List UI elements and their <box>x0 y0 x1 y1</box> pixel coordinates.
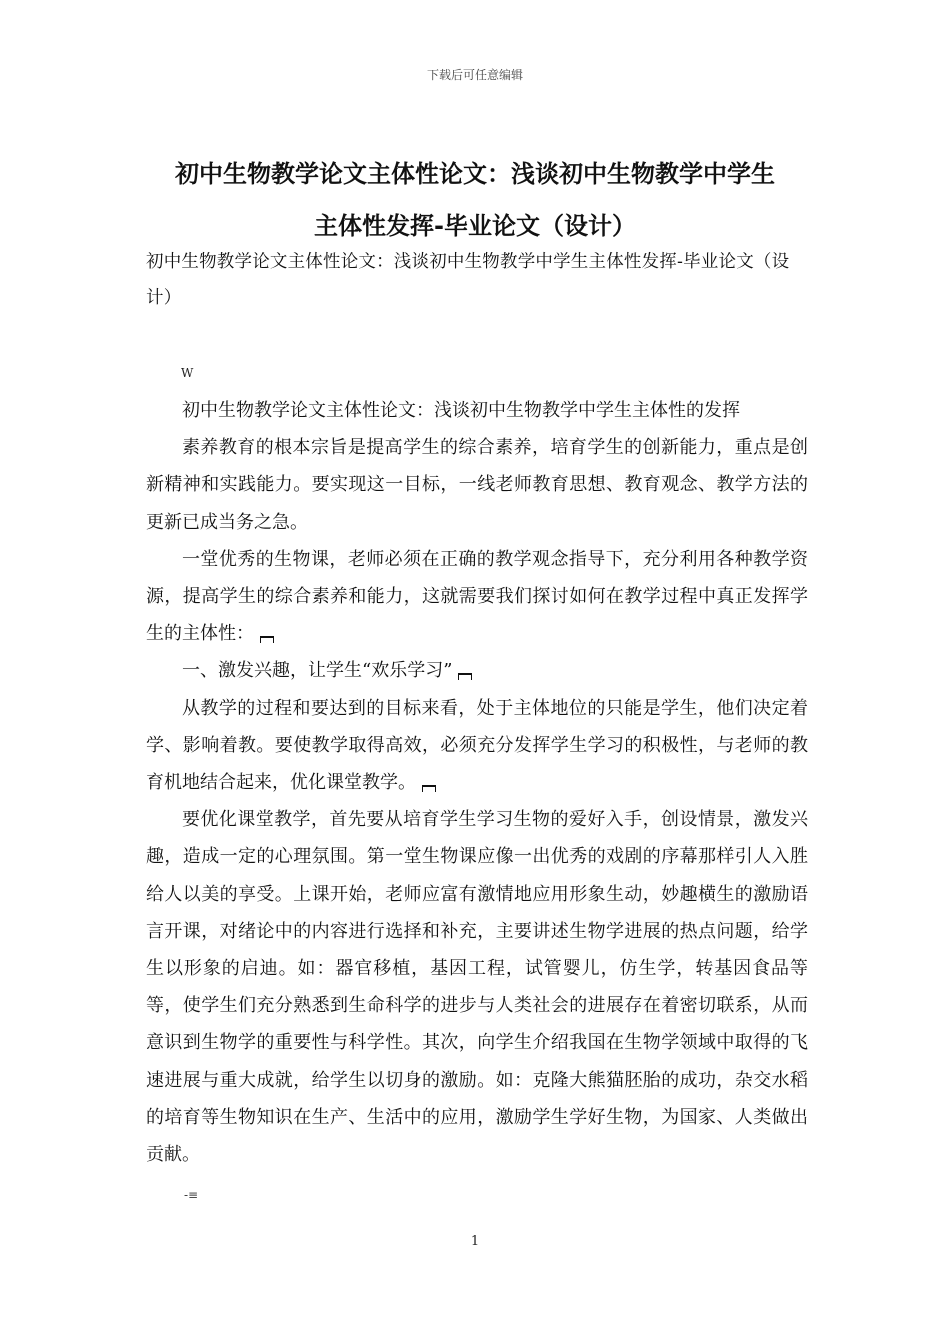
body-text <box>146 392 808 1173</box>
title-line-2: 主体性发挥-毕业论文（设计） <box>314 212 636 240</box>
section-heading: 一、激发兴趣，让学生“欢乐学习” <box>146 652 808 689</box>
document-title <box>140 148 810 252</box>
bracket-mark-icon <box>422 785 436 792</box>
paragraph: 素养教育的根本宗旨是提高学生的综合素养，培育学生的创新能力，重点是创新精神和实践能力。要实现这一目标，一线老师教育思想、教育观念、教学方法的更新已成当务之急。 <box>146 437 808 533</box>
paragraph: 一堂优秀的生物课，老师必须在正确的教学观念指导下，充分利用各种教学资源，提高学生的综合素养和能力，这就需要我们探讨如何在教学过程中真正发挥学生的主体性： <box>146 548 808 645</box>
title-line-1: 初中生物教学论文主体性论文：浅谈初中生物教学中学生 <box>175 160 775 188</box>
separator-mark: -≡ <box>184 1188 199 1202</box>
bracket-mark-icon <box>260 636 274 643</box>
paragraph: 要优化课堂教学，首先要从培育学生学习生物的爱好入手，创设情景，激发兴趣，造成一定的心理氛围。第一堂生物课应像一出优秀的戏剧的序幕那样引人入胜给人以美的享受。上课开始，老师应富有激情地应用形象生动，妙趣横生的激励语言开课，对绪论中的内容进行选择和补充，主要讲述生物学进展的热点问题，给学生以形象的启迪。如：器官移植，基因工程，试管婴儿，仿生学，转基因食品等等，使学生们充分熟悉到生命科学的进步与人类社会的进展存在着密切联系，从而意识到生物学的重要性与科学性。其次，向学生介绍我国在生物学领域中取得的飞速进展与重大成就，给学生以切身的激励。如：克隆大熊猫胚胎的成功，杂交水稻的培育等生物知识在生产、生活中的应用，激励学生学好生物，为国家、人类做出贡献。 <box>146 809 808 1166</box>
header-note: 下载后可任意编辑 <box>426 68 523 82</box>
paragraph-heading: 初中生物教学论文主体性论文：浅谈初中生物教学中学生主体性的发挥 <box>182 400 740 421</box>
bracket-mark-icon <box>458 673 472 680</box>
w-mark: W <box>181 366 194 380</box>
document-subtitle: 初中生物教学论文主体性论文：浅谈初中生物教学中学生主体性发挥-毕业论文（设计） <box>146 252 790 308</box>
paragraph: 从教学的过程和要达到的目标来看，处于主体地位的只能是学生，他们决定着学、影响着教。要使教学取得高效，必须充分发挥学生学习的积极性，与老师的教育机地结合起来，优化课堂教学。 <box>146 697 808 794</box>
page-number: 1 <box>470 1234 480 1249</box>
